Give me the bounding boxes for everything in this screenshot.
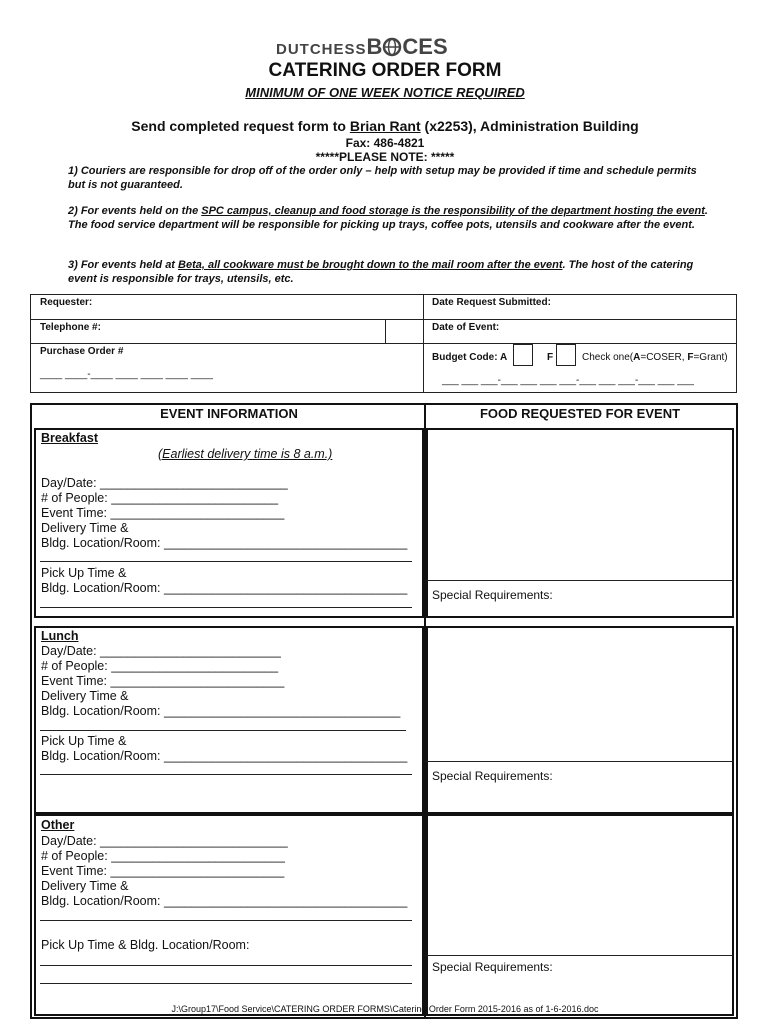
other-pickup-label: Pick Up Time & Bldg. Location/Room: [41, 938, 250, 952]
note-2-b: SPC campus, cleanup and food storage is the responsibility of the department hosting the event [201, 205, 705, 217]
lunch-food-panel[interactable] [426, 626, 734, 814]
note-3-c: . The host of the catering event is responsible for trays, utensils, etc. [68, 259, 694, 285]
budget-a-checkbox[interactable] [513, 344, 533, 366]
note-2 [68, 205, 708, 232]
food-requested-header: FOOD REQUESTED FOR EVENT [479, 406, 681, 421]
other-people-field[interactable]: # of People: _________________________ [41, 849, 285, 863]
breakfast-title: Breakfast [41, 431, 98, 445]
footer-file-path: J:\Group17\Food Service\CATERING ORDER FORMS\Catering Order Form 2015-2016 as of 1-6-2016.doc [171, 1004, 599, 1014]
note-1: 1) Couriers are responsible for drop off of the order only – help with setup may be provided if time and schedule permits but is not guaranteed. [68, 165, 697, 191]
breakfast-pickup-label: Pick Up Time & [41, 566, 127, 580]
breakfast-delivery-note: (Earliest delivery time is 8 a.m.) [158, 447, 333, 461]
date-submitted-label: Date Request Submitted: [432, 297, 551, 308]
page-title: CATERING ORDER FORM [268, 60, 502, 81]
other-day-field[interactable]: Day/Date: ___________________________ [41, 834, 288, 848]
lunch-blank-line[interactable] [40, 774, 412, 775]
lunch-people-field[interactable]: # of People: ________________________ [41, 659, 279, 673]
send-name: Brian Rant [349, 118, 421, 134]
lunch-bldg-field[interactable]: Bldg. Location/Room: __________________________________ [41, 704, 401, 718]
lunch-bldg2-field[interactable]: Bldg. Location/Room: ___________________________________ [41, 749, 408, 763]
lunch-event-time-field[interactable]: Event Time: _________________________ [41, 674, 285, 688]
other-bldg-field[interactable]: Bldg. Location/Room: ___________________________________ [41, 894, 408, 908]
check-one-f: F [687, 352, 694, 363]
check-one-pre: Check one( [582, 352, 634, 363]
telephone-label: Telephone #: [40, 322, 101, 333]
budget-f-checkbox[interactable] [556, 344, 576, 366]
lunch-pickup-label: Pick Up Time & [41, 734, 127, 748]
page-subtitle: MINIMUM OF ONE WEEK NOTICE REQUIRED [245, 85, 525, 100]
divider [30, 343, 737, 344]
send-instruction [0, 118, 770, 134]
check-one-post: =Grant) [693, 352, 728, 363]
note-2-a: 2) For events held on the [68, 205, 202, 217]
logo-text-right: CES [402, 34, 448, 59]
budget-code-blank[interactable]: ___ ___ ___-___ ___ ___ ___-___ ___ ___-___ ___ ___ [442, 375, 694, 386]
check-one-mid: =COSER, [640, 352, 688, 363]
breakfast-bldg-field[interactable]: Bldg. Location/Room: ___________________________________ [41, 536, 408, 550]
other-blank-line[interactable] [40, 983, 412, 984]
budget-f-label: F [547, 352, 554, 363]
send-suffix: (x2253), Administration Building [420, 118, 639, 134]
breakfast-special-requirements: Special Requirements: [432, 588, 553, 602]
lunch-special-requirements: Special Requirements: [432, 769, 553, 783]
breakfast-blank-line[interactable] [40, 561, 412, 562]
note-3 [68, 259, 708, 286]
check-one-text [582, 352, 728, 363]
note-3-b: Beta, all cookware must be brought down to the mail room after the event [178, 259, 563, 271]
other-blank-line[interactable] [40, 920, 412, 921]
breakfast-blank-line[interactable] [40, 607, 412, 608]
fax-number: Fax: 486-4821 [345, 136, 425, 150]
breakfast-delivery-label: Delivery Time & [41, 521, 129, 535]
lunch-title: Lunch [41, 629, 79, 643]
divider [30, 319, 737, 320]
please-note: *****PLEASE NOTE: ***** [315, 150, 455, 164]
breakfast-people-field[interactable]: # of People: ________________________ [41, 491, 279, 505]
breakfast-event-time-field[interactable]: Event Time: _________________________ [41, 506, 285, 520]
logo-text-b: B [366, 34, 383, 59]
globe-icon [382, 37, 402, 57]
divider [426, 955, 734, 956]
event-info-header: EVENT INFORMATION [160, 406, 298, 421]
breakfast-bldg2-field[interactable]: Bldg. Location/Room: ___________________________________ [41, 581, 408, 595]
divider [423, 294, 424, 393]
divider [426, 761, 734, 762]
other-food-panel[interactable] [426, 814, 734, 1016]
send-prefix: Send completed request form to [131, 118, 350, 134]
breakfast-day-field[interactable]: Day/Date: ___________________________ [41, 476, 288, 490]
lunch-day-field[interactable]: Day/Date: __________________________ [41, 644, 281, 658]
date-of-event-label: Date of Event: [432, 322, 500, 333]
purchase-order-label: Purchase Order # [40, 346, 124, 357]
other-delivery-label: Delivery Time & [41, 879, 129, 893]
other-title: Other [41, 818, 75, 832]
requester-label: Requester: [40, 297, 93, 308]
other-event-time-field[interactable]: Event Time: _________________________ [41, 864, 285, 878]
lunch-blank-line[interactable] [40, 730, 406, 731]
budget-code-label: Budget Code: A [432, 352, 508, 363]
note-2-c: . The food service department will be responsible for picking up trays, coffee pots, utensils and cookware after the event. [68, 205, 708, 231]
check-one-a: A [633, 352, 641, 363]
divider [385, 319, 386, 343]
note-3-a: 3) For events held at [68, 259, 179, 271]
lunch-delivery-label: Delivery Time & [41, 689, 129, 703]
other-blank-line[interactable] [40, 965, 412, 966]
purchase-order-blank[interactable]: ____ ____-____ ____ ____ ____ ____ [40, 369, 213, 380]
divider [426, 580, 734, 581]
logo [276, 34, 496, 59]
other-special-requirements: Special Requirements: [432, 960, 553, 974]
logo-text-left: DUTCHESS [276, 41, 367, 58]
